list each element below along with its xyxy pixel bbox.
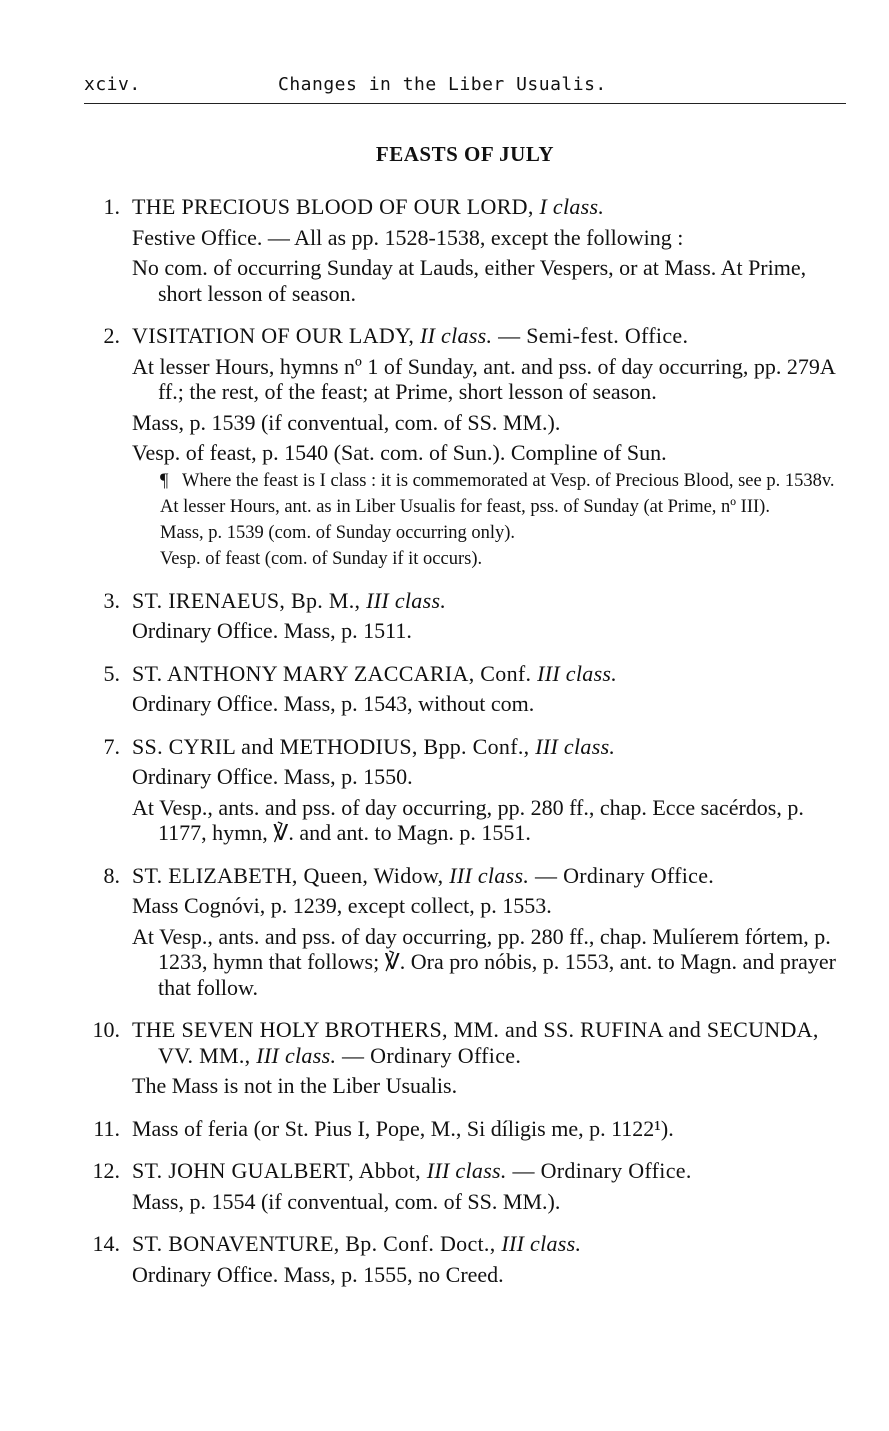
feast-day-number: 2. [103,323,120,348]
feast-heading: ST. JOHN GUALBERT, Abbot, III class. — Ordinary Office. [132,1158,692,1183]
feast-heading: SS. CYRIL and METHODIUS, Bpp. Conf., III class. [132,733,616,759]
feast-line: At lesser Hours, hymns nº 1 of Sunday, ant. and pss. of day occurring, pp. 279A ff.; the rest, of the feast; at Prime, short lesson of season. [132,353,835,404]
feast-line: Mass, p. 1539 (if conventual, com. of SS. MM.). [132,409,561,435]
feast-line: Ordinary Office. Mass, p. 1550. [132,764,413,789]
feast-day-number: 8. [103,862,120,888]
feast-entry-7 [84,734,846,846]
feast-entry-14 [84,1231,846,1287]
feast-line: Mass, p. 1554 (if conventual, com. of SS. MM.). [132,1188,561,1214]
feast-heading: ST. ELIZABETH, Queen, Widow, III class. — Ordinary Office. [132,862,715,888]
feast-line: At Vesp., ants. and pss. of day occurring, pp. 280 ff., chap. Ecce sacérdos, p. 1177, hymn, ℣. and ant. to Magn. p. 1551. [132,794,804,845]
feast-class: III class. [535,733,616,759]
feast-subline: Mass, p. 1539 (com. of Sunday occurring only). [160,522,516,543]
feast-heading: THE SEVEN HOLY BROTHERS, MM. and SS. RUFINA and SECUNDA, VV. MM., III class. — Ordinary Office. [132,1017,819,1068]
feast-line: The Mass is not in the Liber Usualis. [132,1073,458,1098]
feast-line: Festive Office. — All as pp. 1528-1538, except the following : [132,224,684,250]
feast-heading: THE PRECIOUS BLOOD OF OUR LORD, I class. [132,194,605,219]
feast-day-number: 3. [103,587,120,613]
feast-heading: VISITATION OF OUR LADY, II class. — Semi-fest. Office. [132,323,689,348]
feast-entry-3 [84,588,846,644]
feast-entry-1 [84,194,846,306]
feast-day-number: 14. [92,1231,120,1256]
feast-entry-12 [84,1158,846,1214]
feast-day-number: 7. [103,733,120,759]
feast-entry-11 [84,1116,846,1142]
feast-entry-8 [84,863,846,1001]
feast-day-number: 11. [93,1115,120,1141]
feast-class: III class. [449,862,530,888]
feast-line: Ordinary Office. Mass, p. 1555, no Creed. [132,1261,504,1287]
running-title: Changes in the Liber Usualis. [278,74,607,95]
feast-heading: ST. BONAVENTURE, Bp. Conf. Doct., III class. [132,1231,582,1256]
feast-subline: At lesser Hours, ant. as in Liber Usualis for feast, pss. of Sunday (at Prime, nº III). [160,496,770,517]
feast-day-number: 5. [103,660,120,686]
feast-line: At Vesp., ants. and pss. of day occurring, pp. 280 ff., chap. Mulíerem fórtem, p. 1233, hymn that follows; ℣. Ora pro nóbis, p. 1553, ant. to Magn. and prayer that follow. [132,923,837,1000]
feast-line: No com. of occurring Sunday at Lauds, either Vespers, or at Mass. At Prime, short lesson of season. [132,255,807,306]
header-rule [84,103,846,104]
feast-day-number: 10. [92,1017,120,1042]
feast-line: Mass Cognóvi, p. 1239, except collect, p. 1553. [132,893,552,918]
feast-class: III class. [366,587,447,613]
feast-class: III class. [537,660,618,686]
section-title: FEASTS OF JULY [375,142,555,166]
feast-entry-10 [84,1017,846,1099]
feast-line: Ordinary Office. Mass, p. 1543, without com. [132,691,535,716]
feast-heading: ST. ANTHONY MARY ZACCARIA, Conf. III class. [132,660,618,686]
feast-heading: ST. IRENAEUS, Bp. M., III class. [132,587,447,613]
feast-day-number: 12. [92,1158,120,1183]
feast-entry-2 [84,323,846,571]
feast-subline: Vesp. of feast (com. of Sunday if it occurs). [160,548,483,569]
feast-heading: Mass of feria (or St. Pius I, Pope, M., Si díligis me, p. 1122¹). [132,1115,674,1141]
feast-line: Ordinary Office. Mass, p. 1511. [132,618,412,643]
feast-entry-5 [84,661,846,717]
feast-day-number: 1. [103,194,120,219]
page-number: xciv. [84,74,141,95]
feast-class: III class. [426,1158,507,1183]
feast-class: III class. [256,1042,337,1068]
pilcrow-icon: ¶ [160,470,169,491]
feast-class: III class. [501,1231,582,1256]
feast-class: I class. [539,194,605,219]
feast-class: II class. [419,323,493,348]
feast-list [84,194,846,1304]
feast-line: Vesp. of feast, p. 1540 (Sat. com. of Sun.). Compline of Sun. [132,440,667,465]
feast-note: ¶ Where the feast is I class : it is commemorated at Vesp. of Precious Blood, see p. 1538v. [160,470,835,491]
